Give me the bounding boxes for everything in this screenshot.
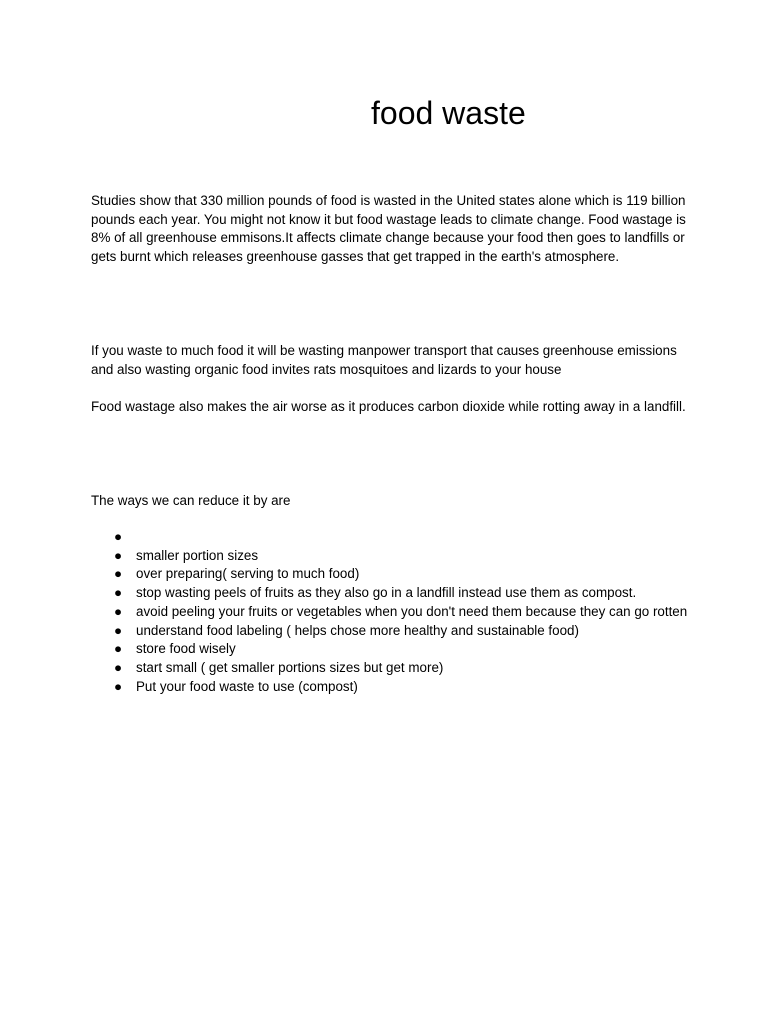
paragraph-air-quality: Food wastage also makes the air worse as it produces carbon dioxide while rotting away in a landfill. bbox=[91, 399, 686, 414]
paragraph-statistics: Studies show that 330 million pounds of food is wasted in the United states alone which is 119 billion pounds each year. You might not know it but food wastage leads to climate change. Food wastage is 8% of all greenhouse emmisons.It affects climate change because your food then goes to landfills or gets burnt which releases greenhouse gasses that get trapped in the earth's atmosphere. bbox=[91, 193, 686, 265]
list-item bbox=[91, 584, 691, 603]
bullet-icon: ● bbox=[113, 585, 123, 601]
list-item-text: over preparing( serving to much food) bbox=[136, 566, 360, 582]
bullet-icon: ● bbox=[113, 529, 123, 544]
list-item-text: stop wasting peels of fruits as they also go in a landfill instead use them as compost. bbox=[136, 585, 637, 601]
paragraph-manpower: If you waste to much food it will be wasting manpower transport that causes greenhouse emissions and also wasting organic food invites rats mosquitoes and lizards to your house bbox=[91, 343, 677, 377]
list-item-text: understand food labeling ( helps chose more healthy and sustainable food) bbox=[136, 622, 579, 638]
bullet-icon: ● bbox=[113, 678, 123, 694]
list-item bbox=[91, 659, 691, 678]
bullet-icon: ● bbox=[113, 603, 123, 619]
list-item bbox=[91, 678, 691, 697]
list-item-text: start small ( get smaller portions sizes but get more) bbox=[136, 659, 444, 675]
document-title: food waste bbox=[371, 95, 526, 131]
bullet-icon: ● bbox=[113, 641, 123, 657]
reduction-tips-list bbox=[91, 528, 691, 696]
list-item bbox=[91, 547, 691, 566]
bullet-icon: ● bbox=[113, 566, 123, 582]
bullet-icon: ● bbox=[113, 547, 123, 563]
list-item-text: Put your food waste to use (compost) bbox=[136, 678, 358, 694]
list-item bbox=[91, 603, 691, 622]
list-item-text: avoid peeling your fruits or vegetables when you don't need them because they can go rotten bbox=[136, 603, 688, 619]
paragraph-ways-intro: The ways we can reduce it by are bbox=[91, 493, 291, 508]
bullet-icon: ● bbox=[113, 622, 123, 638]
list-item-text: smaller portion sizes bbox=[136, 547, 259, 563]
list-item bbox=[91, 528, 691, 547]
list-item-text: store food wisely bbox=[136, 641, 236, 657]
list-item bbox=[91, 622, 691, 641]
list-item bbox=[91, 640, 691, 659]
bullet-icon: ● bbox=[113, 659, 123, 675]
list-item bbox=[91, 565, 691, 584]
